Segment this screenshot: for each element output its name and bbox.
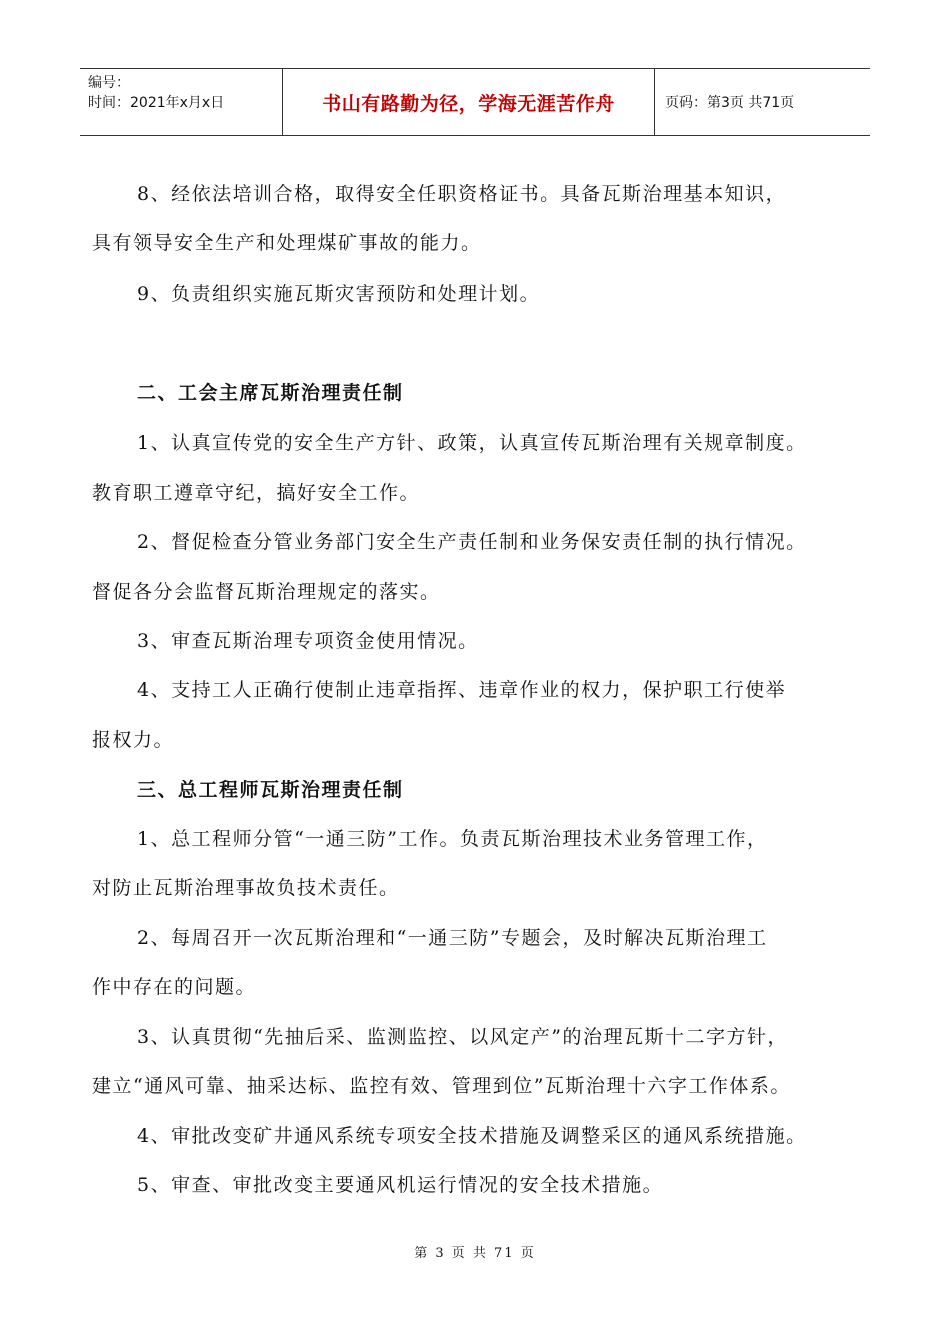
paragraph: 3、审查瓦斯治理专项资金使用情况。 <box>137 630 479 652</box>
paragraph: 4、审批改变矿井通风系统专项安全技术措施及调整采区的通风系统措施。 <box>137 1125 807 1147</box>
header-meta <box>80 69 283 135</box>
header-page-number: 页码：第3页 共71页 <box>665 95 795 111</box>
header-motto: 书山有路勤为径，学海无涯苦作舟 <box>283 69 655 135</box>
paragraph: 1、总工程师分管“一通三防”工作。负责瓦斯治理技术业务管理工作， <box>137 828 768 850</box>
paragraph-continuation: 具有领导安全生产和处理煤矿事故的能力。 <box>92 232 482 254</box>
paragraph: 1、认真宣传党的安全生产方针、政策，认真宣传瓦斯治理有关规章制度。 <box>137 432 807 454</box>
paragraph-continuation: 建立“通风可靠、抽采达标、监控有效、管理到位”瓦斯治理十六字工作体系。 <box>92 1075 791 1097</box>
paragraph: 3、认真贯彻“先抽后采、监测监控、以风定产”的治理瓦斯十二字方针， <box>137 1026 789 1048</box>
paragraph: 2、每周召开一次瓦斯治理和“一通三防”专题会，及时解决瓦斯治理工 <box>137 927 768 949</box>
paragraph-continuation: 教育职工遵章守纪，搞好安全工作。 <box>92 482 421 504</box>
section-heading: 三、总工程师瓦斯治理责任制 <box>137 779 404 801</box>
paragraph-continuation: 对防止瓦斯治理事故负技术责任。 <box>92 877 400 899</box>
paragraph: 4、支持工人正确行使制止违章指挥、违章作业的权力，保护职工行使举 <box>137 679 787 701</box>
paragraph-continuation: 作中存在的问题。 <box>92 976 257 998</box>
paragraph: 5、审查、审批改变主要通风机运行情况的安全技术措施。 <box>137 1174 664 1196</box>
paragraph: 8、经依法培训合格，取得安全任职资格证书。具备瓦斯治理基本知识， <box>137 183 787 205</box>
page-footer: 第 3 页 共 71 页 <box>414 1246 536 1261</box>
paragraph-continuation: 报权力。 <box>92 729 175 751</box>
paragraph-continuation: 督促各分会监督瓦斯治理规定的落实。 <box>92 581 441 603</box>
document-number-label: 编号： <box>88 75 130 91</box>
document-date-label: 时间：2021年x月x日 <box>88 95 225 111</box>
paragraph: 2、督促检查分管业务部门安全生产责任制和业务保安责任制的执行情况。 <box>137 531 807 553</box>
paragraph: 9、负责组织实施瓦斯灾害预防和处理计划。 <box>137 283 541 305</box>
section-heading: 二、工会主席瓦斯治理责任制 <box>137 382 404 404</box>
page-header <box>80 68 870 136</box>
